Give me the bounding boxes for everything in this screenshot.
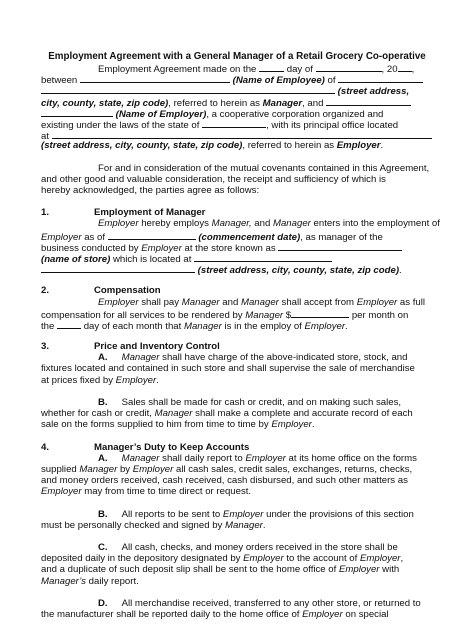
intro-line-2: between (Name of Employee) of xyxy=(41,73,423,87)
employer-name-blank-top[interactable] xyxy=(326,96,411,106)
document-title: Employment Agreement with a General Manager of a Retail Grocery Co-operative xyxy=(48,51,426,62)
intro-line-8: (street address, city, county, state, zip code), referred to herein as Employer. xyxy=(41,140,384,152)
recital-line-2: and other good and valuable consideration, the receipt and sufficiency of which is xyxy=(41,173,386,185)
section-4a-line-4: Employer may from time to time direct or request. xyxy=(41,486,252,498)
section-3b-line-2: whether for cash or credit, Manager shall make a complete and accurate record of each xyxy=(41,408,413,420)
section-4a-line-1: A. Manager shall daily report to Employer at its home office on the forms xyxy=(98,452,417,464)
intro-line-1: Employment Agreement made on the day of , 20 , xyxy=(98,64,415,76)
recital-line-3: hereby acknowledged, the parties agree as follows: xyxy=(41,184,260,196)
state-blank[interactable] xyxy=(202,118,266,128)
section-4-heading: 4. Manager’s Duty to Keep Accounts xyxy=(41,441,250,453)
section-4a-line-2: supplied Manager by Employer all cash sales, credit sales, exchanges, returns, checks, xyxy=(41,463,413,475)
section-4d-line-2: the manufacturer shall be reported daily to the home office of Employer on special xyxy=(41,609,389,620)
section-4c-line-3: and a duplicate of such deposit slip shall be sent to the home office of Employer with xyxy=(41,564,400,576)
section-1-line-4: (name of store) which is located at xyxy=(41,252,332,266)
intro-line-6: existing under the laws of the state of , with its principal office located xyxy=(41,119,399,131)
section-4c-line-2: deposited daily in the depository designated by Employer to the account of Employer, xyxy=(41,553,404,565)
year-blank[interactable] xyxy=(398,62,412,72)
section-3b-line-3: sale on the forms supplied to him from time to time by Employer. xyxy=(41,419,315,431)
intro-line-5: (Name of Employer), a cooperative corporation organized and xyxy=(41,107,383,121)
section-1-line-3: business conducted by Employer at the store known as xyxy=(41,241,402,255)
month-blank[interactable] xyxy=(316,62,382,72)
salary-amount-blank[interactable] xyxy=(291,308,349,318)
section-2-line-1: Employer shall pay Manager and Manager shall accept from Employer as full xyxy=(98,296,425,308)
section-4b-line-1: B. All reports to be sent to Employer under the provisions of this section xyxy=(98,508,414,520)
pay-day-blank[interactable] xyxy=(57,319,81,329)
section-2-line-3: the day of each month that Manager is in the employ of Employer. xyxy=(41,320,348,332)
intro-line-4: city, county, state, zip code), referred to herein as Manager, and xyxy=(41,96,411,110)
section-3b-line-1: B. Sales shall be made for cash or credit, and on making such sales, xyxy=(98,396,402,408)
employee-address-blank[interactable] xyxy=(338,73,423,83)
section-4c-line-4: Manager’s daily report. xyxy=(41,575,139,587)
section-4a-line-3: and money orders received, cash received, cash disbursed, and such other matters as xyxy=(41,475,408,487)
day-blank[interactable] xyxy=(259,62,284,72)
street-address-blank[interactable] xyxy=(41,84,335,94)
section-2-heading: 2. Compensation xyxy=(41,285,161,297)
employer-name-blank[interactable] xyxy=(41,107,113,117)
section-4b-line-2: must be personally checked and signed by Manager. xyxy=(41,519,266,531)
section-4c-line-1: C. All cash, checks, and money orders received in the store shall be xyxy=(98,542,398,554)
section-3-heading: 3. Price and Inventory Control xyxy=(41,341,220,353)
commencement-date-blank[interactable] xyxy=(108,230,196,240)
intro-line-7: at xyxy=(41,129,432,143)
intro-line-3: (street address, xyxy=(41,84,409,98)
recital-line-1: For and in consideration of the mutual covenants contained in this Agreement, xyxy=(98,162,430,174)
section-3a-line-2: fixtures located and contained in such store and shall supervise the sale of merchandise xyxy=(41,363,415,375)
section-1-line-5: (street address, city, county, state, zip code). xyxy=(41,263,402,277)
section-1-heading: 1. Employment of Manager xyxy=(41,207,206,219)
section-4d-line-1: D. All merchandise received, transferred to any other store, or returned to xyxy=(98,597,421,609)
store-name-blank[interactable] xyxy=(278,241,402,251)
section-1-line-1: Employer hereby employs Manager, and Manager enters into the employment of xyxy=(98,218,440,230)
section-3a-line-3: at prices fixed by Employer. xyxy=(41,374,159,386)
store-address-blank-top[interactable] xyxy=(194,252,332,262)
employee-name-blank[interactable] xyxy=(80,73,230,83)
section-3a-line-1: A. Manager shall have charge of the above-indicated store, stock, and xyxy=(98,352,408,364)
office-address-blank[interactable] xyxy=(52,129,432,139)
section-1-line-2: Employer as of (commencement date), as manager of the xyxy=(41,231,383,243)
section-2-line-2: compensation for all services to be rendered by Manager $ per month on xyxy=(41,309,409,321)
store-address-blank[interactable] xyxy=(41,263,195,273)
